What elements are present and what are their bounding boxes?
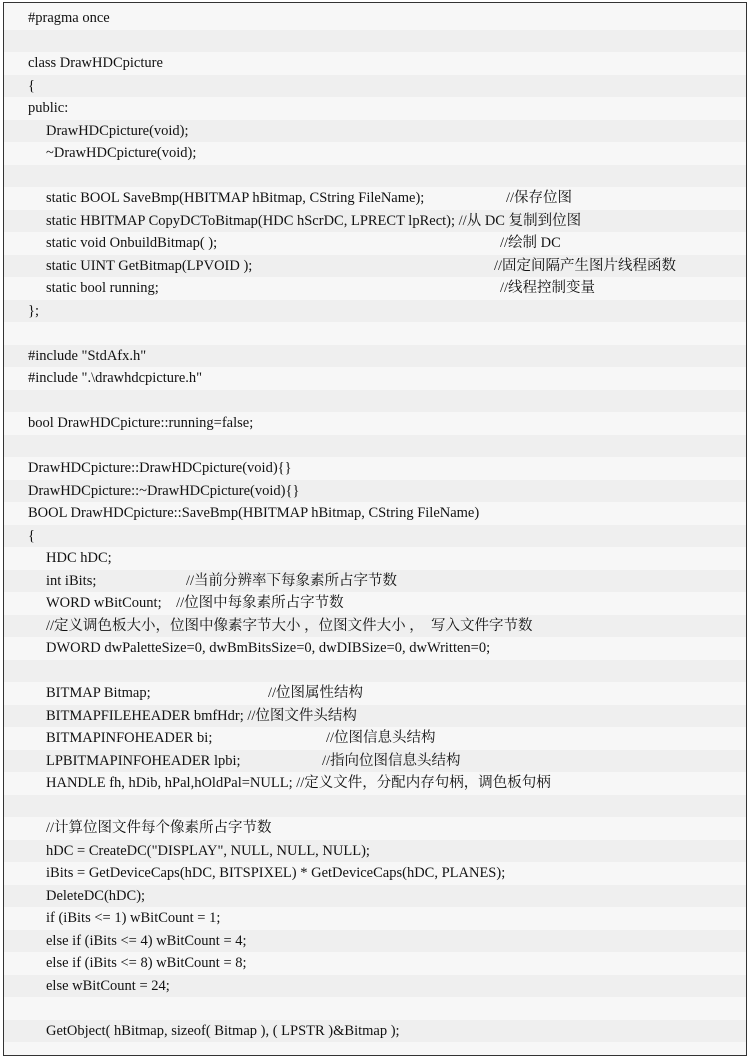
code-listing-frame <box>3 2 747 1056</box>
code-line <box>28 975 738 998</box>
code-line <box>28 997 738 1020</box>
code-text: BITMAP Bitmap; <box>46 685 151 701</box>
code-line <box>28 592 738 615</box>
code-line <box>28 952 738 975</box>
code-comment: //位图信息头结构 <box>326 730 436 746</box>
code-text: static UINT GetBitmap(LPVOID ); <box>46 257 253 274</box>
code-text: { <box>28 527 35 544</box>
code-text: public: <box>28 100 69 116</box>
code-line <box>28 367 738 390</box>
code-line <box>28 750 738 773</box>
code-line <box>28 705 738 728</box>
code-comment: //指向位图信息头结构 <box>322 752 461 769</box>
code-line <box>28 210 738 233</box>
code-text: static BOOL SaveBmp(HBITMAP hBitmap, CString FileName); <box>46 190 425 206</box>
code-line <box>28 165 738 188</box>
code-text: }; <box>28 302 39 319</box>
code-text: LPBITMAPINFOHEADER lpbi; <box>46 752 241 769</box>
code-line <box>28 907 738 930</box>
code-line <box>28 727 738 750</box>
code-line <box>28 232 738 255</box>
code-text: class DrawHDCpicture <box>28 55 163 71</box>
code-comment: //保存位图 <box>506 190 573 206</box>
code-line <box>28 120 738 143</box>
code-line <box>28 660 738 683</box>
code-text: WORD wBitCount; //位图中每象素所占字节数 <box>46 595 344 611</box>
code-text: DrawHDCpicture::~DrawHDCpicture(void){} <box>28 482 300 499</box>
code-text: DrawHDCpicture::DrawHDCpicture(void){} <box>28 460 292 476</box>
code-comment: //绘制 DC <box>500 235 561 251</box>
code-text: DrawHDCpicture(void); <box>46 122 189 139</box>
code-comment: //位图属性结构 <box>268 685 364 701</box>
code-text: #include ".\drawhdcpicture.h" <box>28 370 203 386</box>
code-line <box>28 1020 738 1043</box>
code-text: GetObject( hBitmap, sizeof( Bitmap ), ( LPSTR )&Bitmap ); <box>46 1022 400 1039</box>
code-text: iBits = GetDeviceCaps(hDC, BITSPIXEL) * GetDeviceCaps(hDC, PLANES); <box>46 865 506 881</box>
code-text: bool DrawHDCpicture::running=false; <box>28 415 254 431</box>
code-line <box>28 277 738 300</box>
code-text: DeleteDC(hDC); <box>46 887 146 904</box>
code-line <box>28 322 738 345</box>
code-line <box>28 7 738 30</box>
code-line <box>28 480 738 503</box>
code-line <box>28 142 738 165</box>
code-line <box>28 300 738 323</box>
code-line <box>28 817 738 840</box>
code-line <box>28 682 738 705</box>
code-line <box>28 637 738 660</box>
code-line <box>28 502 738 525</box>
code-line <box>28 435 738 458</box>
code-text: ~DrawHDCpicture(void); <box>46 145 197 161</box>
code-line <box>28 547 738 570</box>
code-line <box>28 772 738 795</box>
code-line <box>28 840 738 863</box>
code-line <box>28 570 738 593</box>
code-text: BITMAPINFOHEADER bi; <box>46 730 213 746</box>
code-line <box>28 97 738 120</box>
code-text: else wBitCount = 24; <box>46 977 170 994</box>
code-text: #pragma once <box>28 10 110 26</box>
code-line <box>28 615 738 638</box>
code-comment: //固定间隔产生图片线程函数 <box>494 257 677 274</box>
code-listing <box>28 7 738 1042</box>
code-text: BITMAPFILEHEADER bmfHdr; //位图文件头结构 <box>46 707 357 724</box>
code-text: //计算位图文件每个像素所占字节数 <box>46 820 272 836</box>
code-line <box>28 862 738 885</box>
code-line <box>28 75 738 98</box>
code-line <box>28 525 738 548</box>
code-text: static void OnbuildBitmap( ); <box>46 235 218 251</box>
code-line <box>28 390 738 413</box>
code-line <box>28 30 738 53</box>
code-line <box>28 255 738 278</box>
code-text: int iBits; <box>46 572 97 589</box>
code-line <box>28 885 738 908</box>
code-text: HDC hDC; <box>46 550 112 566</box>
code-text: HANDLE fh, hDib, hPal,hOldPal=NULL; //定义文件，分配内存句柄，调色板句柄 <box>46 775 551 791</box>
code-text: static HBITMAP CopyDCToBitmap(HDC hScrDC, LPRECT lpRect); //从 DC 复制到位图 <box>46 212 582 229</box>
code-text: static bool running; <box>46 280 159 296</box>
code-text: else if (iBits <= 4) wBitCount = 4; <box>46 932 247 949</box>
code-text: { <box>28 77 35 94</box>
code-text: else if (iBits <= 8) wBitCount = 8; <box>46 955 247 971</box>
code-text: #include "StdAfx.h" <box>28 347 147 364</box>
code-text: //定义调色板大小，位图中像素字节大小 ，位图文件大小 ， 写入文件字节数 <box>46 617 533 634</box>
code-comment: //当前分辨率下每象素所占字节数 <box>186 572 398 589</box>
code-line <box>28 930 738 953</box>
code-line <box>28 345 738 368</box>
code-line <box>28 457 738 480</box>
code-line <box>28 187 738 210</box>
code-text: BOOL DrawHDCpicture::SaveBmp(HBITMAP hBitmap, CString FileName) <box>28 505 480 521</box>
code-line <box>28 52 738 75</box>
code-line <box>28 412 738 435</box>
code-text: hDC = CreateDC("DISPLAY", NULL, NULL, NULL); <box>46 842 370 859</box>
code-comment: //线程控制变量 <box>500 280 596 296</box>
code-text: DWORD dwPaletteSize=0, dwBmBitsSize=0, dwDIBSize=0, dwWritten=0; <box>46 640 491 656</box>
code-line <box>28 795 738 818</box>
code-text: if (iBits <= 1) wBitCount = 1; <box>46 910 221 926</box>
